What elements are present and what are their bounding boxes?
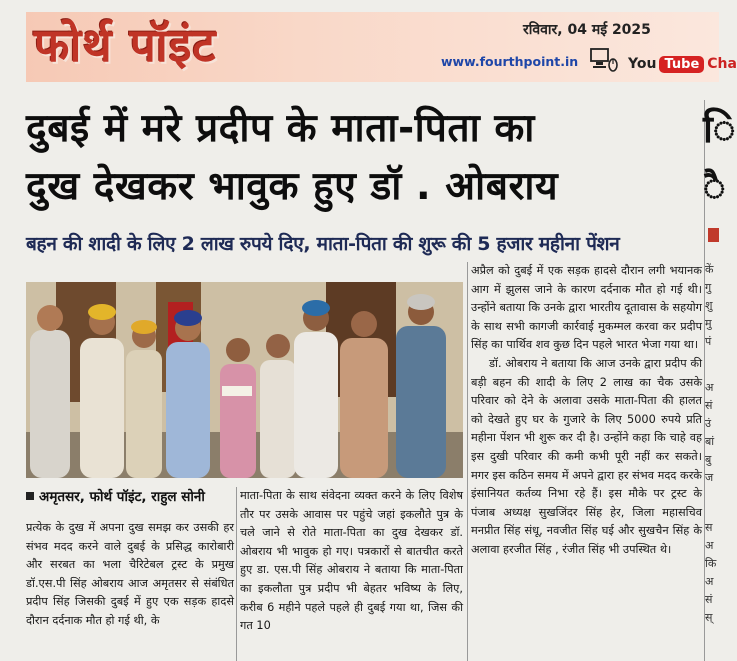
next-headline-fragment-2: ै	[703, 165, 726, 209]
article-column-3	[471, 262, 702, 560]
headline-line-2: दुख देखकर भावुक हुए डॉ . ओबराय	[26, 164, 559, 209]
dateline-text: अमृतसर, फोर्थ पॉइंट, राहुल सोनी	[39, 489, 205, 505]
next-article-line: ज	[705, 471, 714, 484]
news-photo	[26, 282, 463, 478]
next-article-line: मु	[705, 317, 712, 330]
article-column-1	[26, 519, 234, 631]
website-link[interactable]: www.fourthpoint.in	[441, 54, 579, 69]
next-article-line: कि	[705, 557, 717, 570]
headline-line-1: दुबई में मरे प्रदीप के माता-पिता का	[26, 106, 535, 151]
next-article-line: अ	[705, 575, 714, 588]
column-1-text: प्रत्येक के दुख में अपना दुख समझ कर उसकी हर संभव मदद करने वाले दुबई के प्रसिद्ध कारोबारी और सरबत का भला चैरिटेबल ट्रस्ट के प्रमुख डॉ.एस.पी सिंह ओबराय आज अमृतसर से संबंधित प्रदीप सिंह जिसकी दुबई में हुए एक सड़क हादसे दौरान दर्दनाक मौत हो गई थी, के	[26, 521, 234, 627]
next-article-line: अ	[705, 381, 714, 394]
next-article-line: स्	[705, 611, 713, 624]
next-article-line: पं	[705, 335, 712, 348]
column-divider	[467, 262, 468, 661]
next-article-line: स	[705, 521, 713, 534]
subheadline: बहन की शादी के लिए 2 लाख रुपये दिए, माता-पिता की शुरू की 5 हजार महीना पेंशन	[26, 233, 620, 255]
next-article-line: शु	[705, 299, 713, 312]
issue-date: रविवार, 04 मई 2025	[523, 22, 651, 38]
bullet-square-icon	[26, 492, 34, 500]
youtube-channel-link[interactable]	[628, 53, 737, 75]
column-2-text: माता-पिता के साथ संवेदना व्यक्त करने के लिए विशेष तौर पर उसके आवास पर पहुंचे जहां इकलौते पुत्र के चले जाने से रोते माता-पिता का दुख देखकर डॉ. ओबराय भी भावुक हो गए। पत्रकारों से बातचीत करते हुए डा. एस.पी सिंह ओबराय ने बताया कि माता-पिता का इकलौता पुत्र प्रदीप भी बेहतर भविष्य के लिए, करीब 6 महीने पहले पहले ही दुबई गया था, जिस की गत 10	[240, 489, 463, 633]
masthead-logo: फोर्थ पॉइंट	[34, 18, 217, 72]
next-article-line: उं	[705, 417, 712, 430]
column-3-para-1: अप्रैल को दुबई में एक सड़क हादसे दौरान लगी भयानक आग में झुलस जाने के कारण दर्दनाक मौत हो गई थी। उन्होंने बताया कि उनके द्वारा भारतीय दूतावास के सहयोग के साथ सभी कागजी कार्रवाई मुकम्मल करवा कर प्रदीप सिंह का पार्थिव शव कुछ दिन पहले भारत भेजा गया था।	[471, 264, 702, 352]
column-3-para-2: डॉ. ओबराय ने बताया कि आज उनके द्वारा प्रदीप की बड़ी बहन की शादी के लिए 2 लाख का चैक उसके परिवार को देने के अलावा उसके माता-पिता की हालत को देखते हुए घर के गुजारे के लिए 5000 रुपये प्रति महीना पेंशन भी शुरू कर दी है। उन्होंने कहा कि चाहे वह इस दुखी परिवार की कमी कभी पूरी नहीं कर सकते। मगर इस कठिन समय में अपने द्वारा हर संभव मदद करके इंसानियत कर्तव्य निभा रहे हैं। इस मौके पर ट्रस्ट के पंजाब अध्यक्ष सुखजिंदर सिंह हेर, जिला महासचिव मनप्रीत सिंह संधू, नवजीत सिंह घई और सुखचैन सिंह के अलावा हरजीत सिंह , रंजीत सिंह भी उपस्थित थे।	[471, 356, 702, 556]
next-article-line: बां	[705, 435, 715, 448]
next-article-line: कें	[705, 263, 714, 276]
column-divider	[236, 487, 237, 661]
youtube-tube-badge: Tube	[659, 56, 704, 73]
next-headline-fragment-1: ि	[703, 107, 736, 151]
youtube-you: You	[628, 56, 657, 72]
headline	[26, 100, 706, 216]
youtube-channel-text: Cha	[707, 56, 737, 72]
next-subheadline-marker	[708, 228, 719, 242]
computer-mouse-icon	[590, 47, 618, 73]
dateline	[26, 487, 205, 505]
group-photo-illustration	[26, 282, 463, 478]
article-column-2	[240, 487, 463, 636]
cheque	[222, 386, 252, 396]
next-article-line: गु	[705, 281, 712, 294]
next-article-line: सं	[705, 399, 713, 412]
next-article-line: अ	[705, 539, 714, 552]
next-article-line: सं	[705, 593, 713, 606]
next-article-line: बु	[705, 453, 712, 466]
